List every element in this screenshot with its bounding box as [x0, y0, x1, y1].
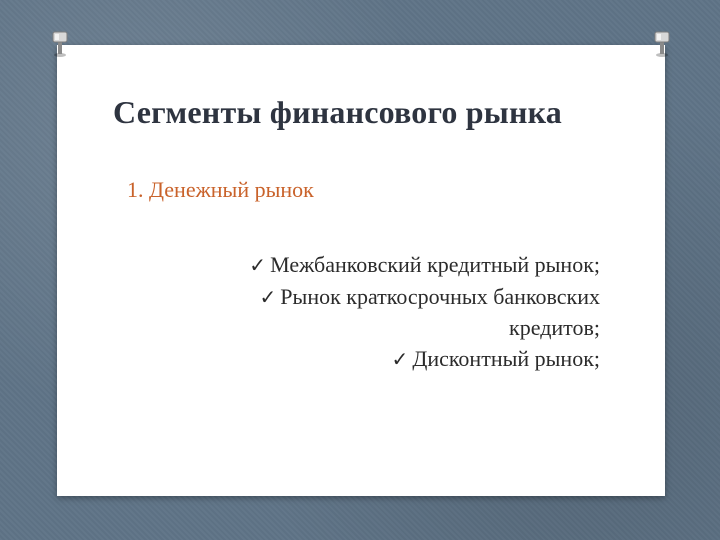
- slide-title: Сегменты финансового рынка: [113, 94, 562, 130]
- pushpin-icon: [651, 30, 673, 58]
- pushpin-icon: [49, 30, 71, 58]
- bullet-item: [150, 344, 600, 376]
- bullet-item: [150, 250, 600, 282]
- bullet-text: Дисконтный рынок;: [412, 345, 600, 371]
- checkmark-icon: ✓: [259, 286, 277, 309]
- bullet-text: Рынок краткосрочных банковских: [280, 283, 600, 309]
- bullet-text: Межбанковский кредитный рынок;: [270, 252, 600, 277]
- bullet-item: [150, 282, 600, 314]
- checkmark-icon: ✓: [249, 255, 267, 277]
- bullet-continuation: [150, 313, 600, 344]
- section-heading: 1. Денежный рынок: [127, 177, 314, 202]
- bullet-list: [150, 250, 600, 375]
- bullet-text: кредитов;: [509, 315, 600, 340]
- checkmark-icon: ✓: [391, 348, 409, 371]
